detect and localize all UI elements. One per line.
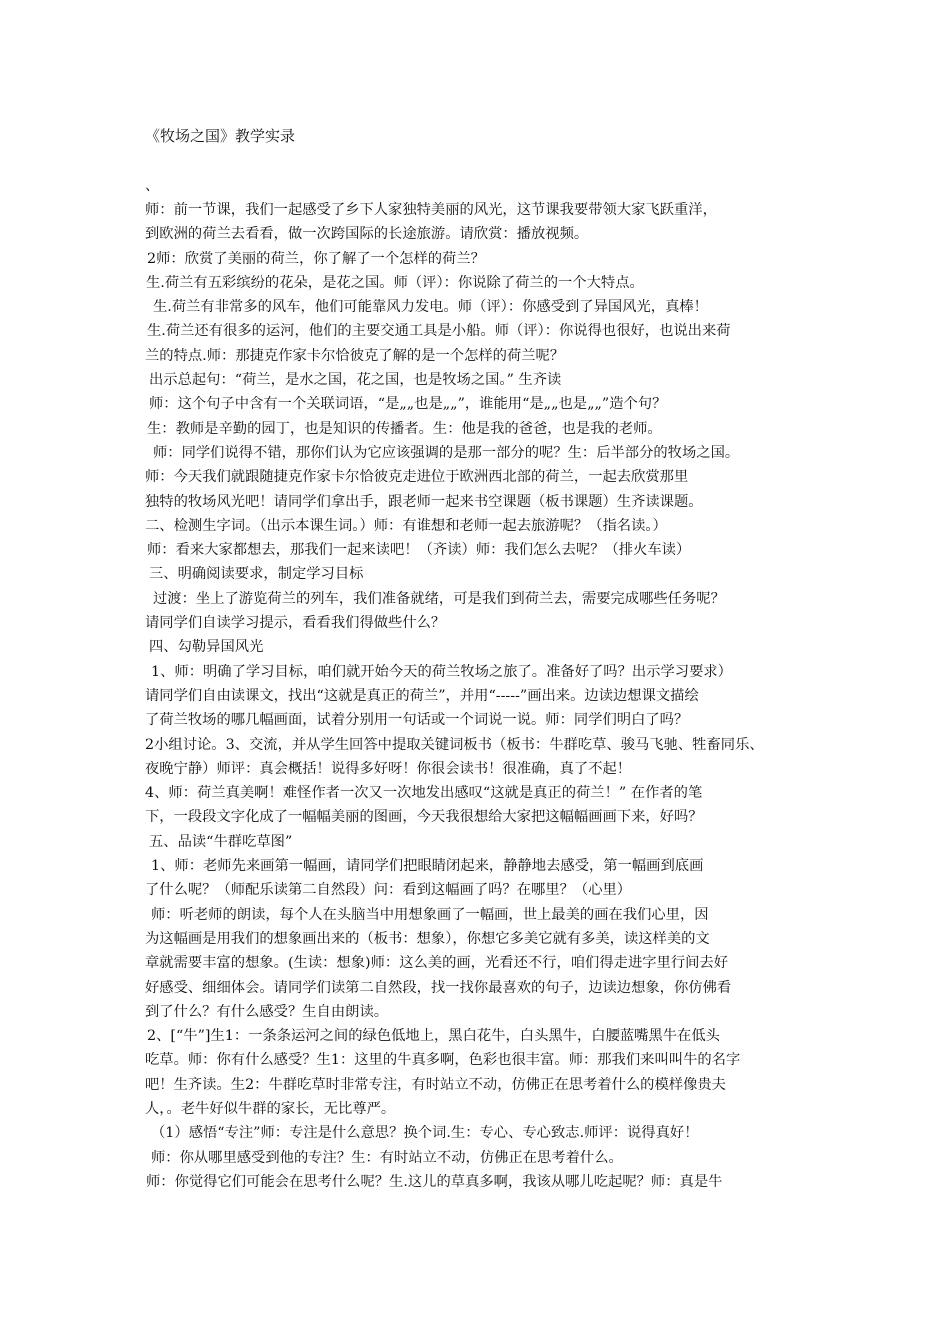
body-line: 师：看来大家都想去，那我们一起来读吧！（齐读）师：我们怎么去呢？（排火车读）: [147, 542, 691, 559]
body-line: 五、品读“牛群吃草图”: [149, 833, 293, 850]
body-line: 为这幅画是用我们的想象画出来的（板书：想象），你想它多美它就有多美，读这样美的文: [145, 930, 710, 947]
body-line: 二、检测生字词。（出示本课生词。）师：有谁想和老师一起去旅游呢？（指名读。）: [145, 517, 667, 534]
body-line: 师：你从哪里感受到他的专注？生：有时站立不动，仿佛正在思考着什么。: [151, 1149, 623, 1166]
body-line: 夜晚宁静）师评：真会概括！说得多好呀！你很会读书！很准确，真了不起！: [145, 760, 632, 777]
body-line: （1）感悟“专注”师：专注是什么意思？换个词.生：专心、专心致志.师评：说得真好！: [151, 1125, 699, 1142]
body-line: 吧！生齐读。生2：牛群吃草时非常专注，有时站立不动，仿佛正在思考着什么的模样像贵夫: [145, 1076, 726, 1093]
body-line: 人，。老牛好似牛群的家长，无比尊严。: [145, 1100, 396, 1117]
body-line: 到欧洲的荷兰去看看，做一次跨国际的长途旅游。请欣赏：播放视频。: [145, 226, 589, 243]
body-line: 师：同学们说得不错，那你们认为它应该强调的是那一部分的呢？生：后半部分的牧场之国。: [153, 444, 740, 461]
document-title: 《牧场之国》教学实录: [145, 127, 296, 145]
document-body: [145, 180, 825, 1194]
body-line: 章就需要丰富的想象。(生读：想象)师：这么美的画，光看还不行，咱们得走进字里行间去好: [145, 955, 729, 972]
body-line: 师：听老师的朗读，每个人在头脑当中用想象画了一幅画，世上最美的画在我们心里，因: [151, 906, 709, 923]
body-line: 、: [145, 178, 160, 194]
body-line: 1、师：老师先来画第一幅画，请同学们把眼睛闭起来，静静地去感受，第一幅画到底画: [151, 858, 704, 875]
body-line: 2小组讨论。3、交流，并从学生回答中提取关键词板书（板书：牛群吃草、骏马飞驰、牲畜同乐、: [145, 736, 764, 753]
body-line: 生.荷兰有非常多的风车，他们可能靠风力发电。师（评）：你感受到了异国风光，真棒！: [153, 299, 708, 316]
body-line: 生：教师是辛勤的园丁，也是知识的传播者。生：他是我的爸爸，也是我的老师。: [147, 420, 662, 437]
body-line: 师：你觉得它们可能会在思考什么呢？生.这儿的草真多啊，我该从哪儿吃起呢？师：真是牛: [146, 1173, 723, 1190]
body-line: 四、勾勒异国风光: [149, 639, 264, 656]
body-line: 生.荷兰有五彩缤纷的花朵，是花之国。师（评）：你说除了荷兰的一个大特点。: [146, 274, 644, 291]
body-line: 好感受、细细体会。请同学们读第二自然段，找一找你最喜欢的句子，边读边想象，你仿佛看: [145, 979, 732, 996]
body-line: 下，一段段文字化成了一幅幅美丽的图画，今天我很想给大家把这幅幅画画下来，好吗？: [145, 809, 703, 826]
body-line: 出示总起句：“荷兰，是水之国，花之国，也是牧场之国。” 生齐读: [149, 372, 562, 389]
body-line: 2、[“牛”]生1：一条条运河之间的绿色低地上，黑白花牛，白头黑牛，白腰蓝嘴黑牛在低头: [147, 1028, 720, 1045]
body-line: 过渡：坐上了游览荷兰的列车，我们准备就绪，可是我们到荷兰去，需要完成哪些任务呢？: [153, 590, 725, 607]
body-line: 请同学们自由读课文，找出“这就是真正的荷兰”，并用“-----”画出来。边读边想课文描绘: [145, 687, 699, 704]
body-line: 请同学们自读学习提示，看看我们得做些什么？: [145, 615, 446, 632]
body-line: 2师：欣赏了美丽的荷兰，你了解了一个怎样的荷兰？: [147, 250, 485, 267]
body-line: 独特的牧场风光吧！请同学们拿出手，跟老师一起来书空课题（板书课题）生齐读课题。: [145, 493, 703, 510]
body-line: 4、师：荷兰真美啊！难怪作者一次又一次地发出感叹“这就是真正的荷兰！” 在作者的笔: [145, 785, 703, 802]
body-line: 到了什么？有什么感受？生自由朗读。: [145, 1003, 389, 1020]
body-line: 兰的特点.师：那捷克作家卡尔恰彼克了解的是一个怎样的荷兰呢？: [145, 347, 565, 364]
body-line: 三、明确阅读要求，制定学习目标: [149, 566, 364, 583]
body-line: 师：今天我们就跟随捷克作家卡尔恰彼克走进位于欧洲西北部的荷兰，一起去欣赏那里: [145, 469, 689, 486]
body-line: 师：这个句子中含有一个关联词语，“是„„也是„„”，谁能用“是„„也是„„”造个句？: [149, 396, 667, 413]
body-line: 吃草。师：你有什么感受？生1：这里的牛真多啊，色彩也很丰富。师：那我们来叫叫牛的名字: [145, 1052, 741, 1069]
body-line: 了什么呢？（师配乐读第二自然段）问：看到这幅画了吗？在哪里？（心里）: [145, 882, 632, 899]
body-line: 生.荷兰还有很多的运河，他们的主要交通工具是小船。师（评）：你说得也很好，也说出来荷: [147, 323, 731, 340]
body-line: 1、师：明确了学习目标，咱们就开始今天的荷兰牧场之旅了。准备好了吗？出示学习要求）: [151, 663, 732, 680]
body-line: 师：前一节课，我们一起感受了乡下人家独特美丽的风光，这节课我要带领大家飞跃重洋，: [145, 202, 717, 218]
body-line: 了荷兰牧场的哪几幅画面，试着分别用一句话或一个词说一说。师：同学们明白了吗？: [145, 712, 689, 729]
